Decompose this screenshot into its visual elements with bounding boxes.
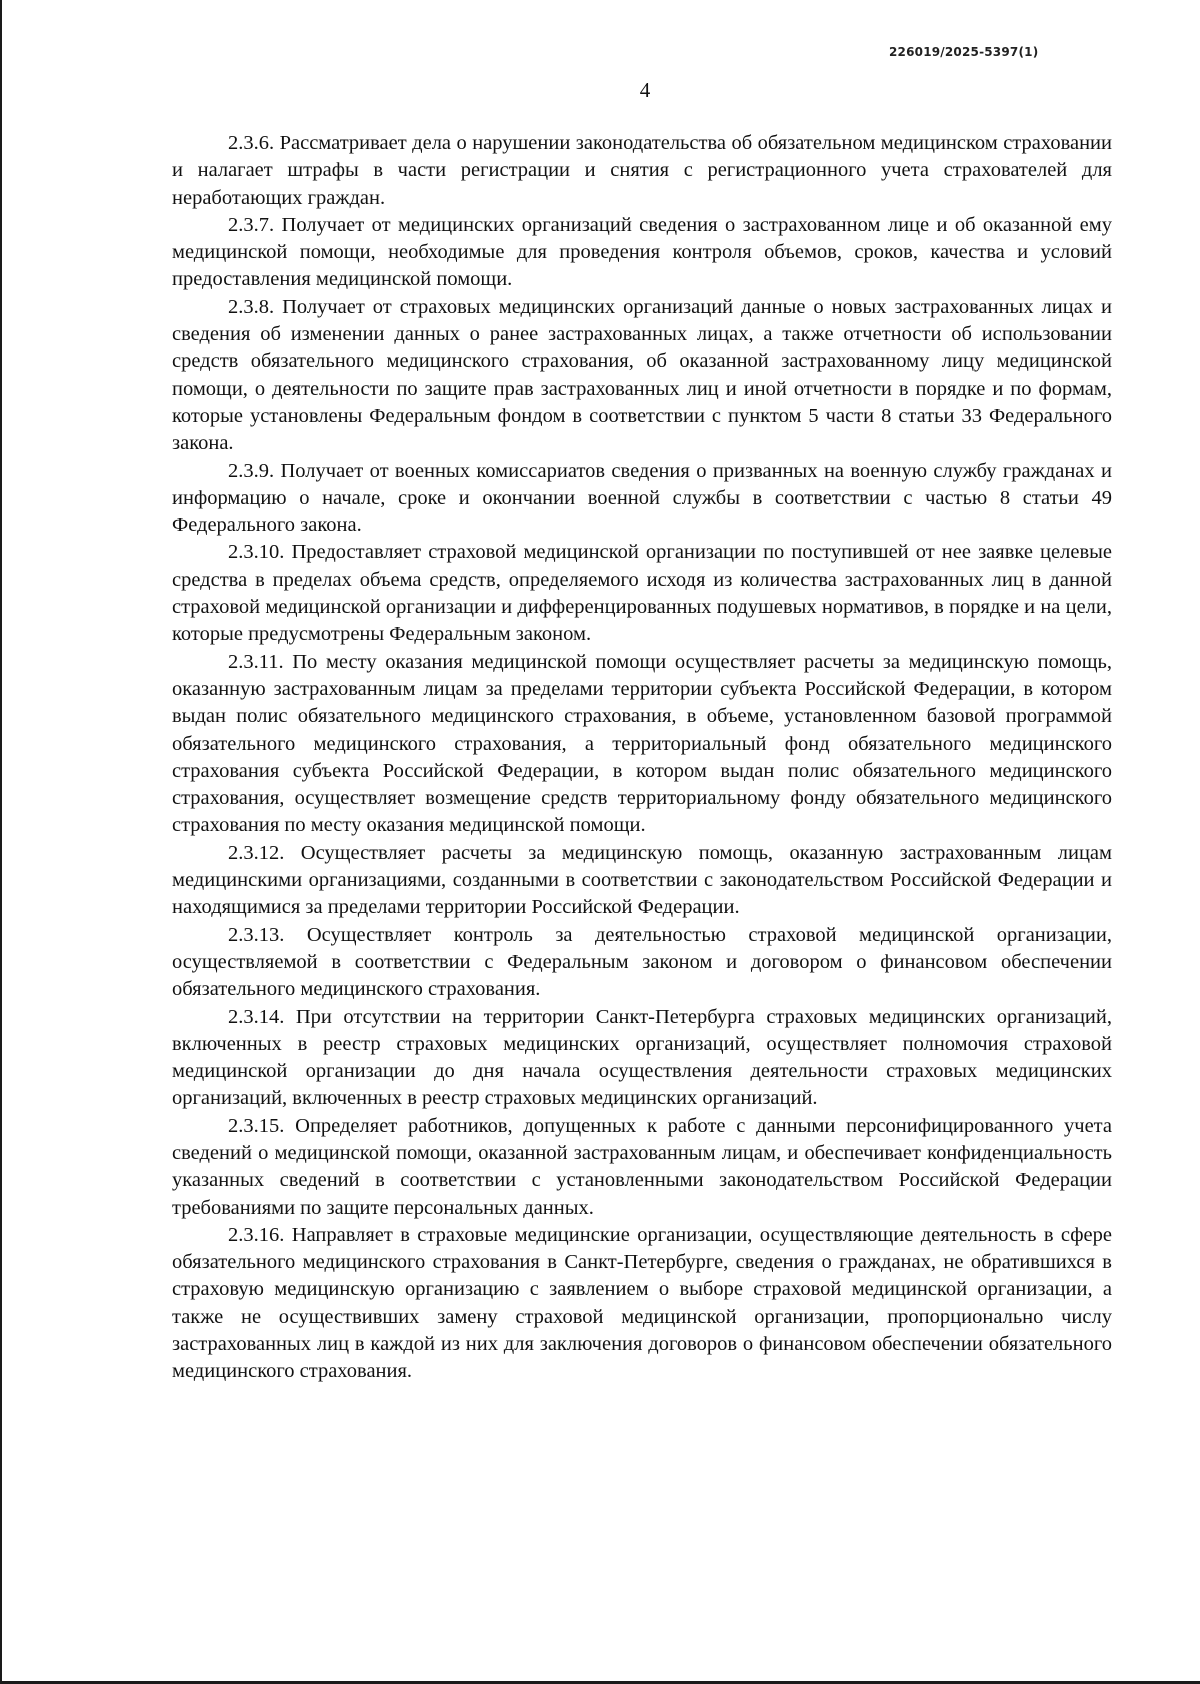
scan-edge-left [0, 0, 2, 1684]
page-number: 4 [639, 78, 651, 102]
clause-2-3-7: 2.3.7. Получает от медицинских организаций сведения о застрахованном лице и об оказанной ему медицинской помощи, необходимые для проведения контроля объемов, сроков, качества и условий предоставления медицинской помощи. [172, 213, 1112, 291]
clause-2-3-16: 2.3.16. Направляет в страховые медицинские организации, осуществляющие деятельность в сфере обязательного медицинского страхования в Санкт-Петербурге, сведения о гражданах, не обратившихся в страховую медицинскую организацию с заявлением о выборе страховой медицинской организации, а также не осуществивших замену страховой медицинской организации, пропорционально числу застрахованных лиц в каждой из них для заключения договоров о финансовом обеспечении обязательного медицинского страхования. [172, 1223, 1112, 1383]
clause-2-3-14: 2.3.14. При отсутствии на территории Санкт-Петербурга страховых медицинских организаций, включенных в реестр страховых медицинских организаций, осуществляет полномочия страховой медицинской организации до дня начала осуществления деятельности страховых медицинских организаций, включенных в реестр страховых медицинских организаций. [172, 1005, 1112, 1110]
clause-2-3-11: 2.3.11. По месту оказания медицинской помощи осуществляет расчеты за медицинскую помощь, оказанную застрахованным лицам за пределами территории субъекта Российской Федерации, в котором выдан полис обязательного медицинского страхования, в объеме, установленном базовой программой обязательного медицинского страхования, а территориальный фонд обязательного медицинского страхования субъекта Российской Федерации, в котором выдан полис обязательного медицинского страхования, осуществляет возмещение средств территориальному фонду обязательного медицинского страхования по месту оказания медицинской помощи. [172, 650, 1112, 837]
clause-2-3-8: 2.3.8. Получает от страховых медицинских организаций данные о новых застрахованных лицах и сведения об изменении данных о ранее застрахованных лицах, а также отчетности об использовании средств обязательного медицинского страхования, об оказанной застрахованному лицу медицинской помощи, о деятельности по защите прав застрахованных лиц и иной отчетности в порядке и по формам, которые установлены Федеральным фондом в соответствии с пунктом 5 части 8 статьи 33 Федерального закона. [172, 295, 1112, 455]
clause-2-3-12: 2.3.12. Осуществляет расчеты за медицинскую помощь, оказанную застрахованным лицам медицинскими организациями, созданными в соответствии с законодательством Российской Федерации и находящимися за пределами территории Российской Федерации. [172, 841, 1112, 919]
clause-2-3-13: 2.3.13. Осуществляет контроль за деятельностью страховой медицинской организации, осуществляемой в соответствии с Федеральным законом и договором о финансовом обеспечении обязательного медицинского страхования. [172, 923, 1112, 1001]
document-body [172, 130, 1112, 1386]
clause-2-3-6: 2.3.6. Рассматривает дела о нарушении законодательства об обязательном медицинском страховании и налагает штрафы в части регистрации и снятия с регистрационного учета страхователей для неработающих граждан. [172, 132, 1112, 209]
clause-2-3-10: 2.3.10. Предоставляет страховой медицинской организации по поступившей от нее заявке целевые средства в пределах объема средств, определяемого исходя из количества застрахованных лиц в данной страховой медицинской организации и дифференцированных подушевых нормативов, в порядке и на цели, которые предусмотрены Федеральным законом. [172, 541, 1112, 646]
clause-2-3-15: 2.3.15. Определяет работников, допущенных к работе с данными персонифицированного учета сведений о медицинской помощи, оказанной застрахованным лицам, и обеспечивает конфиденциальность указанных сведений в соответствии с установленными законодательством Российской Федерации требованиями по защите персональных данных. [172, 1114, 1112, 1219]
document-registration-number: 226019/2025-5397(1) [889, 45, 1039, 59]
clause-2-3-9: 2.3.9. Получает от военных комиссариатов сведения о призванных на военную службу гражданах и информацию о начале, сроке и окончании военной службы в соответствии с частью 8 статьи 49 Федерального закона. [172, 459, 1112, 537]
